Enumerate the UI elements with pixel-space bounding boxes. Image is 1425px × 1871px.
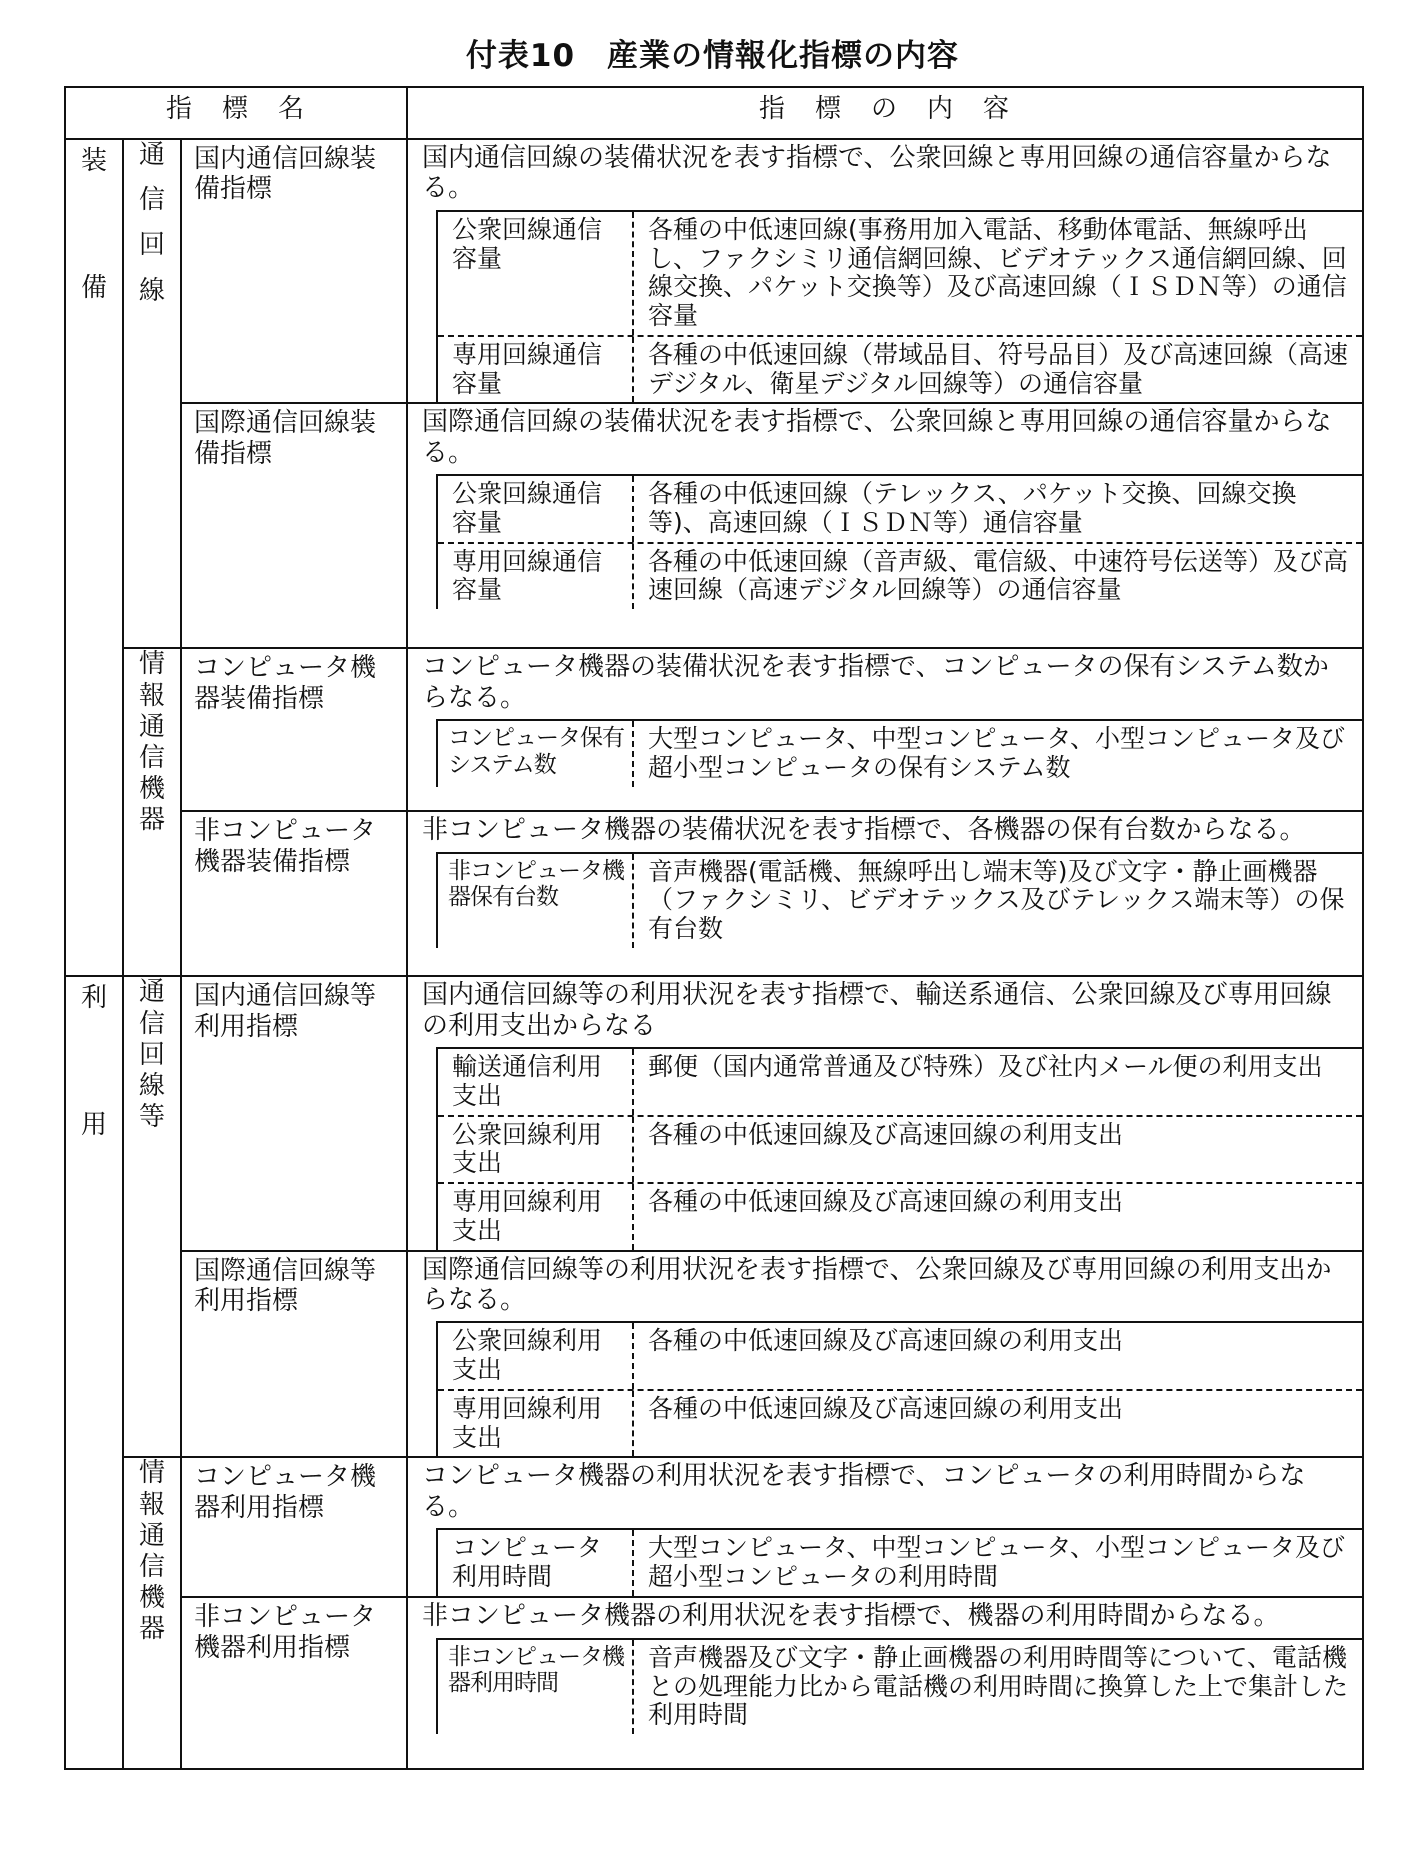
component-label: 公衆回線利用支出 [438,1323,634,1389]
component-text: 各種の中低速回線及び高速回線の利用支出 [648,1119,1124,1149]
component-text: 各種の中低速回線及び高速回線の利用支出 [648,1393,1124,1423]
component-label: 専用回線通信容量 [438,544,634,610]
component-row [438,721,1362,787]
component-text: 音声機器及び文字・静止画機器の利用時間等について、電話機との処理能力比から電話機の利用時間に換算した上で集計した利用時間 [648,1642,1349,1730]
indicator-name: 国際通信回線等利用指標 [181,1251,407,1458]
component-text: 各種の中低速回線（テレックス、パケット交換、回線交換等)、高速回線（ＩＳＤＮ等）通信容量 [648,479,1297,537]
indicator-description: 非コンピュータ機器の利用状況を表す指標で、機器の利用時間からなる。 [422,1601,1280,1632]
component-text: 各種の中低速回線（音声級、電信級、中速符号伝送等）及び高速回線（高速デジタル回線等）の通信容量 [648,546,1349,605]
component-text: 各種の中低速回線及び高速回線の利用支出 [648,1326,1124,1356]
table-row [65,403,1363,648]
indicator-content [407,139,1363,403]
table-row [65,139,1363,403]
table-row [65,648,1363,811]
component-box [436,474,1362,609]
indicator-content [407,1457,1363,1597]
indicator-content [407,1251,1363,1458]
component-text: 郵便（国内通常普通及び特殊）及び社内メール便の利用支出 [648,1052,1323,1082]
indicator-description: コンピュータ機器の装備状況を表す指標で、コンピュータの保有システム数からなる。 [422,652,1329,713]
component-row [438,337,1362,403]
table-row [65,1597,1363,1769]
header-indicator-name: 指 標 名 [65,87,407,139]
component-row [438,476,1362,544]
component-box [436,852,1362,948]
indicator-description: 国内通信回線の装備状況を表す指標で、公衆回線と専用回線の通信容量からなる。 [422,143,1332,204]
indicator-name: 非コンピュータ機器装備指標 [181,811,407,976]
subcategory-comm-line-etc: 通 信 回 線 等 [123,976,181,1457]
subcategory-comm-line: 通 信 回 線 [123,139,181,648]
component-row [438,854,1362,948]
component-label: 輸送通信利用支出 [438,1049,634,1115]
component-row [438,1640,1362,1734]
category-use: 利 用 [65,976,123,1769]
table-row [65,1251,1363,1458]
component-row [438,1117,1362,1185]
component-label: コンピュータ利用時間 [438,1530,634,1596]
subcategory-info-device: 情 報 通 信 機 器 [123,1457,181,1769]
indicator-description: 国内通信回線等の利用状況を表す指標で、輸送系通信、公衆回線及び専用回線の利用支出からなる [422,980,1332,1041]
component-row [438,1049,1362,1117]
component-box [436,1638,1362,1734]
component-row [438,1323,1362,1391]
component-text: 各種の中低速回線(事務用加入電話、移動体電話、無線呼出し、ファクシミリ通信網回線、ビデオテックス通信網回線、回線交換、パケット交換等）及び高速回線（ＩＳＤＮ等）の通信容量 [648,214,1347,331]
component-box [436,719,1362,787]
indicator-content [407,811,1363,976]
table-row [65,1457,1363,1597]
component-text: 各種の中低速回線及び高速回線の利用支出 [648,1187,1124,1217]
component-box [436,1321,1362,1456]
component-text: 各種の中低速回線（帯域品目、符号品目）及び高速回線（高速デジタル、衛星デジタル回線等）の通信容量 [648,339,1349,398]
component-row [438,1530,1362,1596]
component-box [436,1047,1362,1250]
category-equip: 装 備 [65,139,123,976]
component-label: 非コンピュータ機器保有台数 [438,854,634,948]
component-label: 専用回線利用支出 [438,1184,634,1250]
subcategory-info-device: 情 報 通 信 機 器 [123,648,181,976]
component-row [438,1391,1362,1457]
header-row [65,87,1363,139]
indicator-description: コンピュータ機器の利用状況を表す指標で、コンピュータの利用時間からなる。 [422,1461,1306,1522]
indicator-content [407,1597,1363,1769]
indicator-description: 非コンピュータ機器の装備状況を表す指標で、各機器の保有台数からなる。 [422,815,1306,846]
component-label: 公衆回線通信容量 [438,476,634,542]
component-text: 大型コンピュータ、中型コンピュータ、小型コンピュータ及び超小型コンピュータの利用時間 [648,1533,1346,1591]
component-label: 公衆回線通信容量 [438,212,634,335]
component-row [438,1184,1362,1250]
indicator-content [407,648,1363,811]
indicator-table [64,86,1364,1770]
indicator-name: コンピュータ機器利用指標 [181,1457,407,1597]
indicator-name: 国内通信回線等利用指標 [181,976,407,1250]
indicator-name: 非コンピュータ機器利用指標 [181,1597,407,1769]
table-row [65,811,1363,976]
component-row [438,212,1362,337]
indicator-description: 国際通信回線等の利用状況を表す指標で、公衆回線及び専用回線の利用支出からなる。 [422,1254,1332,1316]
table-row [65,976,1363,1250]
indicator-content [407,976,1363,1250]
component-label: 専用回線通信容量 [438,337,634,403]
header-indicator-content: 指 標 の 内 容 [407,87,1363,139]
table-title: 付表10 産業の情報化指標の内容 [465,38,960,74]
indicator-description: 国際通信回線の装備状況を表す指標で、公衆回線と専用回線の通信容量からなる。 [422,407,1332,468]
indicator-name: コンピュータ機器装備指標 [181,648,407,811]
indicator-content [407,403,1363,648]
component-text: 音声機器(電話機、無線呼出し端末等)及び文字・静止画機器（ファクシミリ、ビデオテックス及びテレックス端末等）の保有台数 [648,856,1345,944]
component-label: コンピュータ保有システム数 [438,721,634,787]
component-label: 専用回線利用支出 [438,1391,634,1457]
component-label: 公衆回線利用支出 [438,1117,634,1183]
component-row [438,544,1362,610]
component-box [436,1528,1362,1596]
component-label: 非コンピュータ機器利用時間 [438,1640,634,1734]
indicator-name: 国際通信回線装備指標 [181,403,407,648]
indicator-name: 国内通信回線装備指標 [181,139,407,403]
component-box [436,210,1362,403]
component-text: 大型コンピュータ、中型コンピュータ、小型コンピュータ及び超小型コンピュータの保有システム数 [648,724,1346,782]
